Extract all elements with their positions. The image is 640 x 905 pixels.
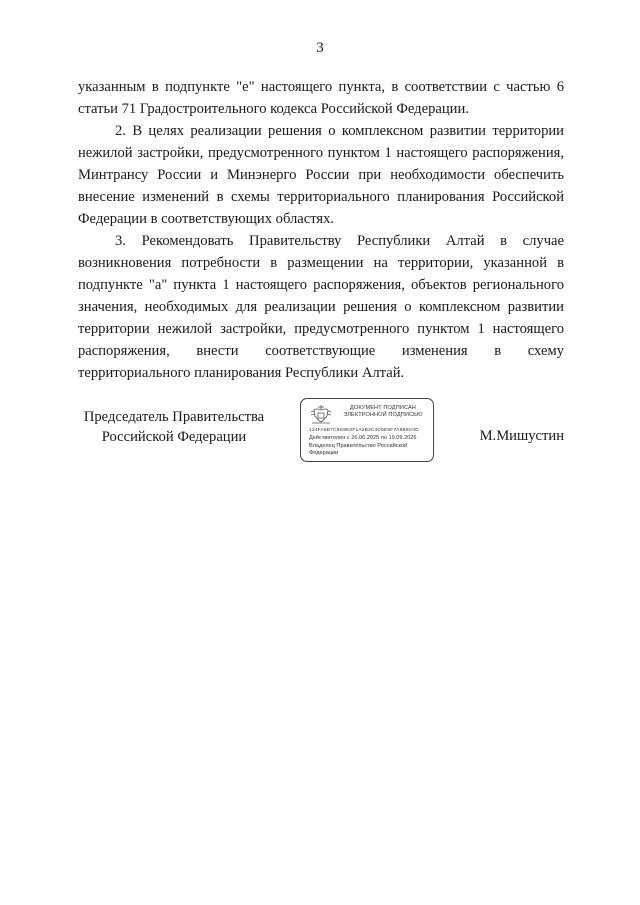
electronic-signature-stamp bbox=[300, 398, 434, 462]
signer-title bbox=[78, 407, 270, 447]
signature-block bbox=[78, 398, 564, 468]
stamp-validity: Действителен с 26.06.2025 по 19.09.2026 bbox=[309, 435, 417, 441]
paragraph-continuation: указанным в подпункте "е" настоящего пункта, в соответствии с частью 6 статьи 71 Градостроительного кодекса Российской Федерации. bbox=[78, 79, 564, 117]
stamp-title bbox=[337, 405, 429, 419]
page-number: 3 bbox=[316, 40, 324, 56]
signer-name: М.Мишустин bbox=[479, 428, 564, 444]
stamp-title-line1: ДОКУМЕНТ ПОДПИСАН bbox=[350, 405, 416, 411]
stamp-certificate-number: 124FA6B7C8D9E0F1A2B3C4D5E6F7A8B9C0D bbox=[309, 428, 419, 433]
signer-title-line2: Российской Федерации bbox=[101, 429, 247, 445]
stamp-owner-line1: Владелец Правительство Российской bbox=[309, 442, 408, 449]
stamp-title-line2: ЭЛЕКТРОННОЙ ПОДПИСЬЮ bbox=[343, 412, 423, 418]
signer-title-line1: Председатель Правительства bbox=[83, 409, 265, 425]
document-body bbox=[78, 76, 564, 384]
coat-of-arms-icon bbox=[309, 403, 333, 425]
paragraph-item-3: 3. Рекомендовать Правительству Республики Алтай в случае возникновения потребности в размещении на территории, указанной в подпункте "а" пункта 1 настоящего распоряжения, объектов регионального значения, необходимых для реализации решения о комплексном развитии территории нежилой застройки, предусмотренного пунктом 1 настоящего распоряжения, внести соответствующие изменения в схему территориального планирования Республики Алтай. bbox=[78, 233, 564, 381]
paragraph-item-2: 2. В целях реализации решения о комплексном развитии территории нежилой застройки, предусмотренного пунктом 1 настоящего распоряжения, Минтрансу России и Минэнерго России при необходимости обеспечить внесение изменений в схемы территориального планирования Российской Федерации в соответствующих областях. bbox=[78, 123, 564, 227]
stamp-owner-line2: Федерации bbox=[309, 450, 339, 456]
stamp-details bbox=[309, 435, 431, 458]
